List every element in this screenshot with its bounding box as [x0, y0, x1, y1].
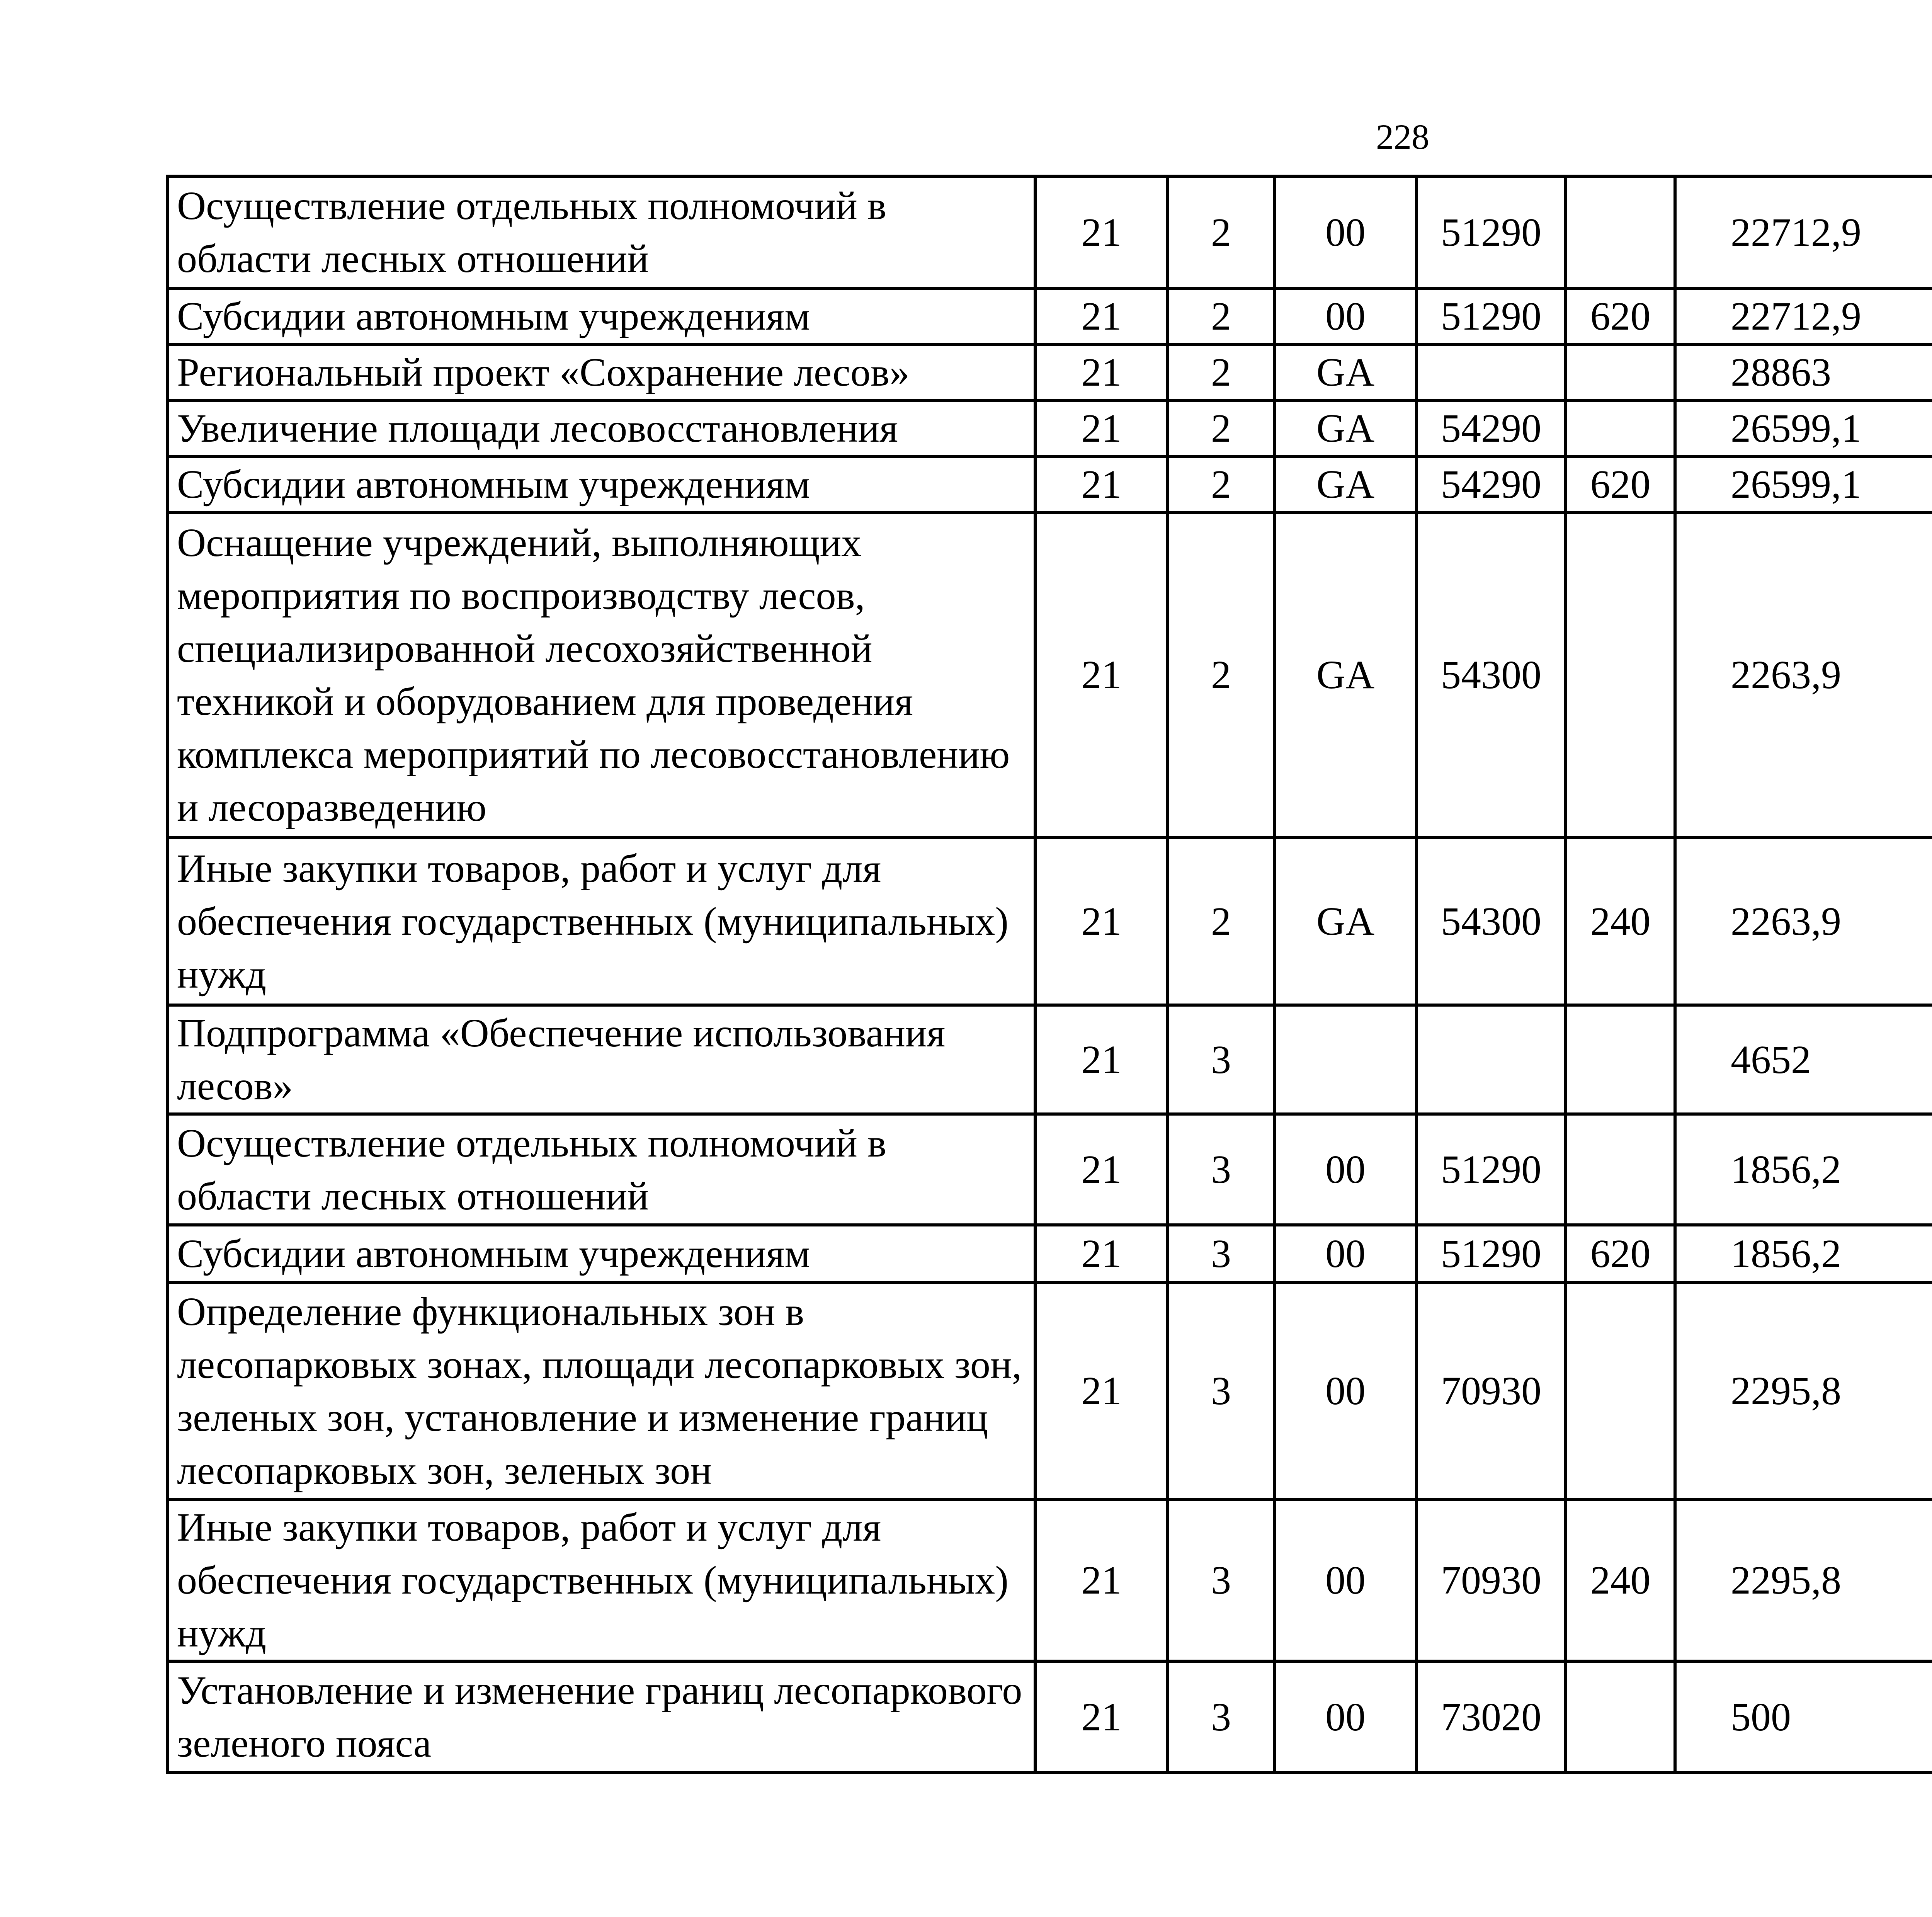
- table-row: [168, 1114, 1932, 1225]
- amount-cell: 500: [1675, 1661, 1932, 1772]
- code-cell: 21: [1035, 1005, 1168, 1114]
- row-name: Увеличение площади лесовосстановления: [168, 400, 1035, 456]
- code-cell: 54290: [1417, 456, 1566, 512]
- row-name: Региональный проект «Сохранение лесов»: [168, 344, 1035, 400]
- code-cell: 00: [1274, 288, 1417, 344]
- code-cell: 21: [1035, 344, 1168, 400]
- code-cell: 21: [1035, 512, 1168, 837]
- row-name: Определение функциональных зон в лесопарковых зонах, площади лесопарковых зон, зеленых зон, установление и изменение границ лесопарковых зон, зеленых зон: [168, 1283, 1035, 1499]
- amount-cell: 2295,8: [1675, 1283, 1932, 1499]
- code-cell: 2: [1168, 400, 1274, 456]
- amount-cell: 22712,9: [1675, 288, 1932, 344]
- table-row: [168, 400, 1932, 456]
- code-cell: GA: [1274, 344, 1417, 400]
- code-cell: [1566, 1114, 1675, 1225]
- code-cell: 240: [1566, 837, 1675, 1005]
- amount-cell: 2263,9: [1675, 512, 1932, 837]
- code-cell: 51290: [1417, 176, 1566, 288]
- page-number: 228: [1376, 117, 1429, 156]
- code-cell: 21: [1035, 1283, 1168, 1499]
- code-cell: 2: [1168, 288, 1274, 344]
- code-cell: 70930: [1417, 1283, 1566, 1499]
- code-cell: 54300: [1417, 837, 1566, 1005]
- code-cell: 620: [1566, 1225, 1675, 1283]
- code-cell: 70930: [1417, 1499, 1566, 1661]
- code-cell: 620: [1566, 456, 1675, 512]
- code-cell: 21: [1035, 1225, 1168, 1283]
- amount-cell: 28863: [1675, 344, 1932, 400]
- row-name: Субсидии автономным учреждениям: [168, 288, 1035, 344]
- code-cell: 3: [1168, 1283, 1274, 1499]
- code-cell: [1417, 344, 1566, 400]
- code-cell: 3: [1168, 1225, 1274, 1283]
- amount-cell: 1856,2: [1675, 1114, 1932, 1225]
- code-cell: 00: [1274, 1499, 1417, 1661]
- row-name: Иные закупки товаров, работ и услуг для обеспечения государственных (муниципальных) нужд: [168, 837, 1035, 1005]
- code-cell: 00: [1274, 1114, 1417, 1225]
- code-cell: 54300: [1417, 512, 1566, 837]
- code-cell: 21: [1035, 1661, 1168, 1772]
- code-cell: 21: [1035, 837, 1168, 1005]
- table-row: [168, 344, 1932, 400]
- amount-cell: 4652: [1675, 1005, 1932, 1114]
- code-cell: [1274, 1005, 1417, 1114]
- code-cell: GA: [1274, 512, 1417, 837]
- code-cell: 73020: [1417, 1661, 1566, 1772]
- table-row: [168, 1499, 1932, 1661]
- code-cell: 00: [1274, 1283, 1417, 1499]
- code-cell: 51290: [1417, 288, 1566, 344]
- row-name: Оснащение учреждений, выполняющих мероприятия по воспроизводству лесов, специализированной лесохозяйственной техникой и оборудованием для проведения комплекса мероприятий по лесовосстановлению и лесоразведению: [168, 512, 1035, 837]
- code-cell: [1566, 1283, 1675, 1499]
- code-cell: [1566, 512, 1675, 837]
- code-cell: 00: [1274, 176, 1417, 288]
- table-row: [168, 1225, 1932, 1283]
- code-cell: 21: [1035, 288, 1168, 344]
- code-cell: [1566, 176, 1675, 288]
- row-name: Иные закупки товаров, работ и услуг для обеспечения государственных (муниципальных) нужд: [168, 1499, 1035, 1661]
- amount-cell: 22712,9: [1675, 176, 1932, 288]
- code-cell: [1566, 400, 1675, 456]
- amount-cell: 1856,2: [1675, 1225, 1932, 1283]
- table-row: [168, 1661, 1932, 1772]
- row-name: Подпрограмма «Обеспечение использования лесов»: [168, 1005, 1035, 1114]
- code-cell: 3: [1168, 1661, 1274, 1772]
- code-cell: 21: [1035, 400, 1168, 456]
- code-cell: 620: [1566, 288, 1675, 344]
- code-cell: [1566, 1661, 1675, 1772]
- table-row: [168, 837, 1932, 1005]
- amount-cell: 2295,8: [1675, 1499, 1932, 1661]
- row-name: Установление и изменение границ лесопаркового зеленого пояса: [168, 1661, 1035, 1772]
- code-cell: [1417, 1005, 1566, 1114]
- code-cell: 51290: [1417, 1225, 1566, 1283]
- table-row: [168, 176, 1932, 288]
- code-cell: 3: [1168, 1499, 1274, 1661]
- code-cell: GA: [1274, 837, 1417, 1005]
- code-cell: 2: [1168, 456, 1274, 512]
- code-cell: GA: [1274, 456, 1417, 512]
- code-cell: 2: [1168, 512, 1274, 837]
- code-cell: 2: [1168, 344, 1274, 400]
- code-cell: 2: [1168, 176, 1274, 288]
- code-cell: 21: [1035, 456, 1168, 512]
- amount-cell: 26599,1: [1675, 400, 1932, 456]
- code-cell: 3: [1168, 1114, 1274, 1225]
- code-cell: 3: [1168, 1005, 1274, 1114]
- row-name: Субсидии автономным учреждениям: [168, 456, 1035, 512]
- code-cell: 21: [1035, 176, 1168, 288]
- code-cell: 21: [1035, 1499, 1168, 1661]
- code-cell: [1566, 1005, 1675, 1114]
- row-name: Осуществление отдельных полномочий в области лесных отношений: [168, 176, 1035, 288]
- code-cell: [1566, 344, 1675, 400]
- table-row: [168, 288, 1932, 344]
- code-cell: 240: [1566, 1499, 1675, 1661]
- code-cell: 51290: [1417, 1114, 1566, 1225]
- code-cell: 00: [1274, 1661, 1417, 1772]
- code-cell: 21: [1035, 1114, 1168, 1225]
- code-cell: 54290: [1417, 400, 1566, 456]
- code-cell: 2: [1168, 837, 1274, 1005]
- code-cell: 00: [1274, 1225, 1417, 1283]
- amount-cell: 26599,1: [1675, 456, 1932, 512]
- table-row: [168, 456, 1932, 512]
- budget-table: [166, 175, 1932, 1774]
- row-name: Субсидии автономным учреждениям: [168, 1225, 1035, 1283]
- table-row: [168, 1005, 1932, 1114]
- amount-cell: 2263,9: [1675, 837, 1932, 1005]
- table-row: [168, 1283, 1932, 1499]
- table-row: [168, 512, 1932, 837]
- row-name: Осуществление отдельных полномочий в области лесных отношений: [168, 1114, 1035, 1225]
- code-cell: GA: [1274, 400, 1417, 456]
